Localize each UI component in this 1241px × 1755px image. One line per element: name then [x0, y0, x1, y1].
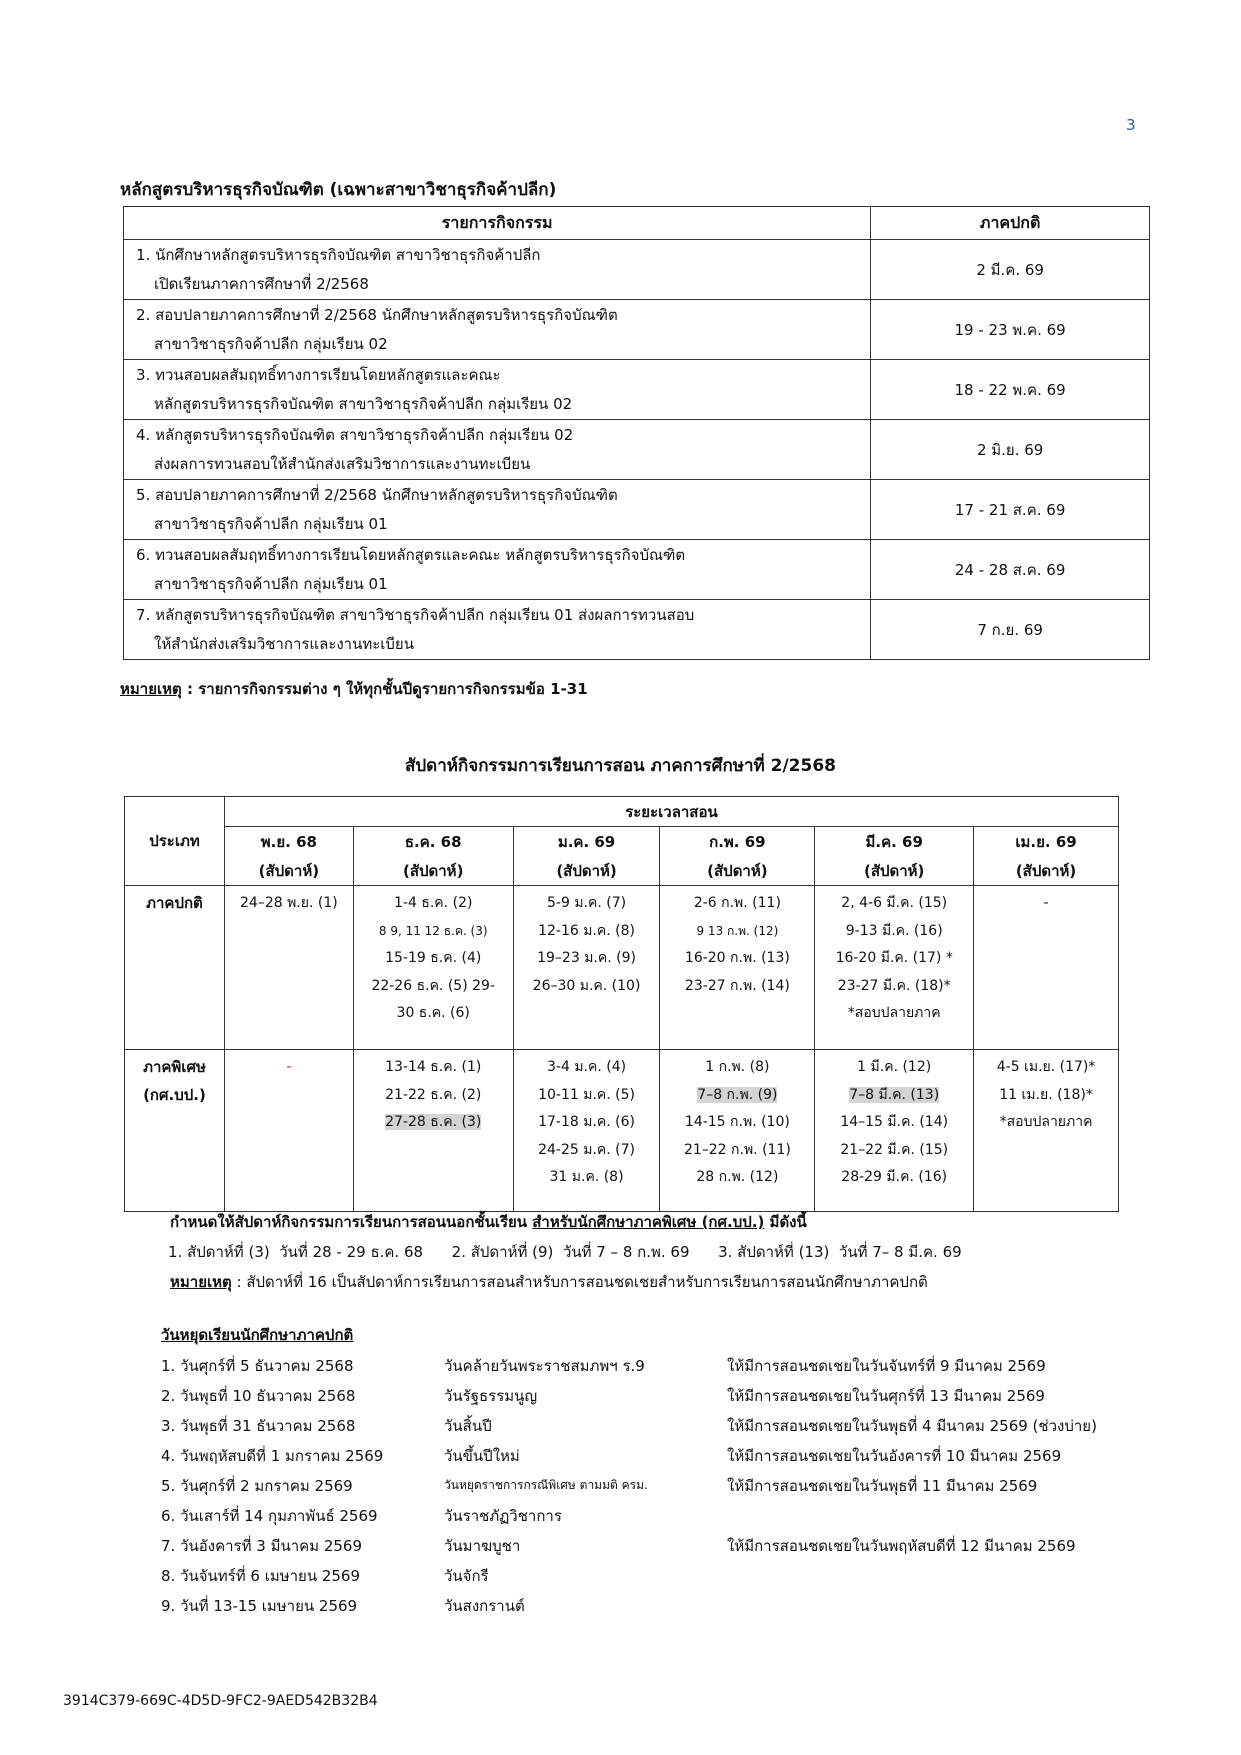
holiday-name: วันสิ้นปี — [444, 1417, 492, 1435]
week-label: (สัปดาห์) — [974, 856, 1119, 886]
activity-date: 7 ก.ย. 69 — [871, 600, 1150, 660]
week-entry: 7–8 ก.พ. (9) — [697, 1086, 778, 1103]
holiday-date: 7. วันอังคารที่ 3 มีนาคม 2569 — [161, 1537, 362, 1555]
activity-line: 3. ทวนสอบผลสัมฤทธิ์ทางการเรียนโดยหลักสูตรและคณะ — [136, 365, 501, 384]
period-header: ระยะเวลาสอน — [224, 797, 1118, 827]
holiday-makeup: ให้มีการสอนชดเชยในวันพุธที่ 4 มีนาคม 2569 (ช่วงบ่าย) — [727, 1417, 1097, 1435]
week-entry: 28-29 มี.ค. (16) — [841, 1169, 948, 1185]
activity-date: 2 มี.ค. 69 — [871, 240, 1150, 300]
week-label: (สัปดาห์) — [660, 856, 815, 886]
activity-line: สาขาวิชาธุรกิจค้าปลีก กลุ่มเรียน 01 — [154, 574, 388, 593]
week-entry: 19–23 ม.ค. (9) — [537, 950, 636, 966]
week-entry: 24-25 ม.ค. (7) — [538, 1141, 635, 1158]
section1-title: หลักสูตรบริหารธุรกิจบัณฑิต (เฉพาะสาขาวิชาธุรกิจค้าปลีก) — [120, 180, 557, 200]
regular-row — [125, 886, 1119, 1050]
activity-line: 2. สอบปลายภาคการศึกษาที่ 2/2568 นักศึกษาหลักสูตรบริหารธุรกิจบัณฑิต — [136, 305, 618, 324]
week-entry: 14–15 มี.ค. (14) — [840, 1114, 949, 1130]
activity-header: รายการกิจกรรม — [124, 207, 871, 240]
week-entry: 9 13 ก.พ. (12) — [696, 923, 779, 938]
table-row — [124, 240, 1150, 300]
table-row — [124, 540, 1150, 600]
holidays-title: วันหยุดเรียนนักศึกษาภาคปกติ — [161, 1326, 354, 1344]
holiday-makeup: ให้มีการสอนชดเชยในวันจันทร์ที่ 9 มีนาคม 2569 — [727, 1357, 1046, 1375]
holiday-date: 8. วันจันทร์ที่ 6 เมษายน 2569 — [161, 1567, 361, 1585]
week-entry: 7–8 มี.ค. (13) — [849, 1086, 940, 1103]
week-entry: 27-28 ธ.ค. (3) — [385, 1114, 482, 1130]
holiday-name: วันขึ้นปีใหม่ — [444, 1447, 520, 1465]
week-entry: 21–22 ก.พ. (11) — [683, 1141, 791, 1158]
week-entry: 23-27 ก.พ. (14) — [684, 977, 790, 994]
type-header: ประเภท — [125, 797, 225, 886]
week-entry: 28 ก.พ. (12) — [696, 1169, 779, 1185]
holiday-name: วันราชภัฏวิชาการ — [444, 1507, 562, 1525]
table-row — [124, 300, 1150, 360]
activity-line: หลักสูตรบริหารธุรกิจบัณฑิต สาขาวิชาธุรกิจค้าปลีก กลุ่มเรียน 02 — [154, 394, 573, 413]
month-header: มี.ค. 69 — [815, 827, 974, 857]
week-label: (สัปดาห์) — [224, 856, 353, 886]
week-entry: 13-14 ธ.ค. (1) — [385, 1059, 482, 1075]
week-entry: 21–22 มี.ค. (15) — [840, 1141, 949, 1158]
week-entry: *สอบปลายภาค — [847, 1005, 941, 1021]
week-entry: - — [1043, 895, 1049, 911]
month-header: ม.ค. 69 — [513, 827, 660, 857]
week-entry: 15-19 ธ.ค. (4) — [385, 950, 482, 966]
week-entry: 17-18 ม.ค. (6) — [538, 1114, 635, 1130]
holiday-name: วันสงกรานต์ — [444, 1597, 525, 1615]
activity-table-header — [124, 207, 1150, 240]
activity-line: ให้สำนักส่งเสริมวิชาการและงานทะเบียน — [154, 634, 414, 653]
activity-date: 17 - 21 ส.ค. 69 — [871, 480, 1150, 540]
week-entry: 10-11 ม.ค. (5) — [538, 1086, 635, 1103]
regular-header: ภาคปกติ — [871, 207, 1150, 240]
regular-label: ภาคปกติ — [125, 886, 225, 1050]
week-label: (สัปดาห์) — [353, 856, 513, 886]
activity-date: 24 - 28 ส.ค. 69 — [871, 540, 1150, 600]
holiday-date: 9. วันที่ 13-15 เมษายน 2569 — [161, 1597, 358, 1615]
week-entry: 22-26 ธ.ค. (5) 29- — [371, 977, 495, 994]
activity-date: 18 - 22 พ.ค. 69 — [871, 360, 1150, 420]
activity-line: 5. สอบปลายภาคการศึกษาที่ 2/2568 นักศึกษาหลักสูตรบริหารธุรกิจบัณฑิต — [136, 485, 618, 504]
note-text: : สัปดาห์ที่ 16 เป็นสัปดาห์การเรียนการสอนสำหรับการสอนชดเชยสำหรับการเรียนการสอนนักศึกษาภาคปกติ — [231, 1273, 928, 1291]
week-label-row — [125, 856, 1119, 886]
week-entry: 31 ม.ค. (8) — [549, 1169, 624, 1185]
week-entry: 12-16 ม.ค. (8) — [538, 922, 635, 939]
note-text: : รายการกิจกรรมต่าง ๆ ให้ทุกชั้นปีดูรายการกิจกรรมข้อ 1-31 — [181, 680, 588, 698]
week-entry: 21-22 ธ.ค. (2) — [385, 1086, 482, 1103]
holiday-date: 6. วันเสาร์ที่ 14 กุมภาพันธ์ 2569 — [161, 1507, 378, 1525]
holiday-makeup: ให้มีการสอนชดเชยในวันศุกร์ที่ 13 มีนาคม 2569 — [727, 1387, 1045, 1405]
activity-line: 4. หลักสูตรบริหารธุรกิจบัณฑิต สาขาวิชาธุรกิจค้าปลีก กลุ่มเรียน 02 — [136, 425, 574, 444]
week-label: (สัปดาห์) — [815, 856, 974, 886]
week-entry: 5-9 ม.ค. (7) — [547, 895, 627, 911]
week-entry: - — [286, 1059, 292, 1075]
document-code: 3914C379-669C-4D5D-9FC2-9AED542B32B4 — [63, 1693, 378, 1709]
page-number: 3 — [1126, 116, 1136, 134]
week-entry: 16-20 มี.ค. (17) * — [835, 950, 953, 966]
outside-class-post: มีดังนี้ — [764, 1213, 807, 1231]
note-label: หมายเหตุ — [120, 680, 182, 698]
week-entry: 8 9, 11 12 ธ.ค. (3) — [378, 923, 488, 938]
week-entry: 2-6 ก.พ. (11) — [693, 895, 781, 911]
week-label: (สัปดาห์) — [513, 856, 660, 886]
section2-title: สัปดาห์กิจกรรมการเรียนการสอน ภาคการศึกษาที่ 2/2568 — [405, 756, 836, 776]
table-row — [124, 480, 1150, 540]
month-header: เม.ย. 69 — [974, 827, 1119, 857]
month-header: พ.ย. 68 — [224, 827, 353, 857]
outside-class-target: สำหรับนักศึกษาภาคพิเศษ (กศ.บป.) — [532, 1213, 765, 1231]
week-entry: 11 เม.ย. (18)* — [999, 1086, 1093, 1103]
activity-date: 19 - 23 พ.ค. 69 — [871, 300, 1150, 360]
week-entry: 9-13 มี.ค. (16) — [845, 922, 943, 939]
holiday-name: วันรัฐธรรมนูญ — [444, 1387, 538, 1405]
table-row — [124, 420, 1150, 480]
activity-line: ส่งผลการทวนสอบให้สำนักส่งเสริมวิชาการและงานทะเบียน — [154, 454, 531, 473]
weeks-table — [124, 796, 1119, 1212]
holiday-date: 3. วันพุธที่ 31 ธันวาคม 2568 — [161, 1417, 356, 1435]
holiday-name: วันคล้ายวันพระราชสมภพฯ ร.9 — [444, 1357, 645, 1375]
activity-line: 7. หลักสูตรบริหารธุรกิจบัณฑิต สาขาวิชาธุรกิจค้าปลีก กลุ่มเรียน 01 ส่งผลการทวนสอบ — [136, 605, 695, 624]
holiday-makeup: ให้มีการสอนชดเชยในวันพฤหัสบดีที่ 12 มีนาคม 2569 — [727, 1537, 1076, 1555]
week-entry: 1 ก.พ. (8) — [705, 1059, 770, 1075]
outside-class-weeks: 1. สัปดาห์ที่ (3) วันที่ 28 - 29 ธ.ค. 68 2. สัปดาห์ที่ (9) วันที่ 7 – 8 ก.พ. 69 3. สัปดาห์ที่ (13) วันที่ 7– 8 มี.ค. 69 — [168, 1243, 962, 1261]
activity-line: เปิดเรียนภาคการศึกษาที่ 2/2568 — [154, 274, 369, 293]
note-label: หมายเหตุ — [170, 1273, 232, 1291]
week-entry: 24–28 พ.ย. (1) — [240, 895, 338, 911]
outside-class-heading — [170, 1210, 807, 1234]
activity-table — [123, 206, 1150, 660]
activity-line: 1. นักศึกษาหลักสูตรบริหารธุรกิจบัณฑิต สาขาวิชาธุรกิจค้าปลีก — [136, 245, 541, 264]
holiday-date: 4. วันพฤหัสบดีที่ 1 มกราคม 2569 — [161, 1447, 384, 1465]
week-entry: 4-5 เม.ย. (17)* — [996, 1059, 1096, 1075]
week-entry: 14-15 ก.พ. (10) — [684, 1114, 790, 1130]
weeks-header-row — [125, 797, 1119, 827]
month-row — [125, 827, 1119, 857]
activity-line: 6. ทวนสอบผลสัมฤทธิ์ทางการเรียนโดยหลักสูตรและคณะ หลักสูตรบริหารธุรกิจบัณฑิต — [136, 545, 686, 564]
month-header: ธ.ค. 68 — [353, 827, 513, 857]
week-entry: 3-4 ม.ค. (4) — [547, 1059, 627, 1075]
holiday-name: วันมาฆบูชา — [444, 1537, 521, 1555]
section2-note — [170, 1270, 928, 1294]
holiday-name: วันจักรี — [444, 1567, 489, 1585]
activity-line: สาขาวิชาธุรกิจค้าปลีก กลุ่มเรียน 01 — [154, 514, 388, 533]
week-entry: 1 มี.ค. (12) — [857, 1059, 932, 1075]
table-row — [124, 600, 1150, 660]
table-row — [124, 360, 1150, 420]
week-entry: 23-27 มี.ค. (18)* — [837, 977, 951, 994]
week-entry: 1-4 ธ.ค. (2) — [394, 895, 473, 911]
holiday-makeup: ให้มีการสอนชดเชยในวันพุธที่ 11 มีนาคม 2569 — [727, 1477, 1038, 1495]
activity-date: 2 มิ.ย. 69 — [871, 420, 1150, 480]
holiday-date: 1. วันศุกร์ที่ 5 ธันวาคม 2568 — [161, 1357, 354, 1375]
week-entry: 30 ธ.ค. (6) — [396, 1005, 470, 1021]
holiday-date: 5. วันศุกร์ที่ 2 มกราคม 2569 — [161, 1477, 353, 1495]
holiday-date: 2. วันพุธที่ 10 ธันวาคม 2568 — [161, 1387, 356, 1405]
week-entry: 26–30 ม.ค. (10) — [532, 977, 641, 994]
holiday-makeup: ให้มีการสอนชดเชยในวันอังคารที่ 10 มีนาคม 2569 — [727, 1447, 1062, 1465]
holiday-name: วันหยุดราชการกรณีพิเศษ ตามมติ ครม. — [444, 1478, 648, 1492]
special-label: ภาคพิเศษ — [143, 1058, 206, 1076]
activity-line: สาขาวิชาธุรกิจค้าปลีก กลุ่มเรียน 02 — [154, 334, 388, 353]
month-header: ก.พ. 69 — [660, 827, 815, 857]
outside-class-pre: กำหนดให้สัปดาห์กิจกรรมการเรียนการสอนนอกชั้นเรียน — [170, 1213, 533, 1231]
week-entry: 2, 4-6 มี.ค. (15) — [841, 895, 948, 911]
week-entry: 16-20 ก.พ. (13) — [684, 950, 790, 966]
special-row — [125, 1050, 1119, 1212]
section1-note — [120, 677, 588, 701]
special-label: (กศ.บป.) — [143, 1085, 206, 1104]
week-entry: *สอบปลายภาค — [999, 1114, 1093, 1130]
